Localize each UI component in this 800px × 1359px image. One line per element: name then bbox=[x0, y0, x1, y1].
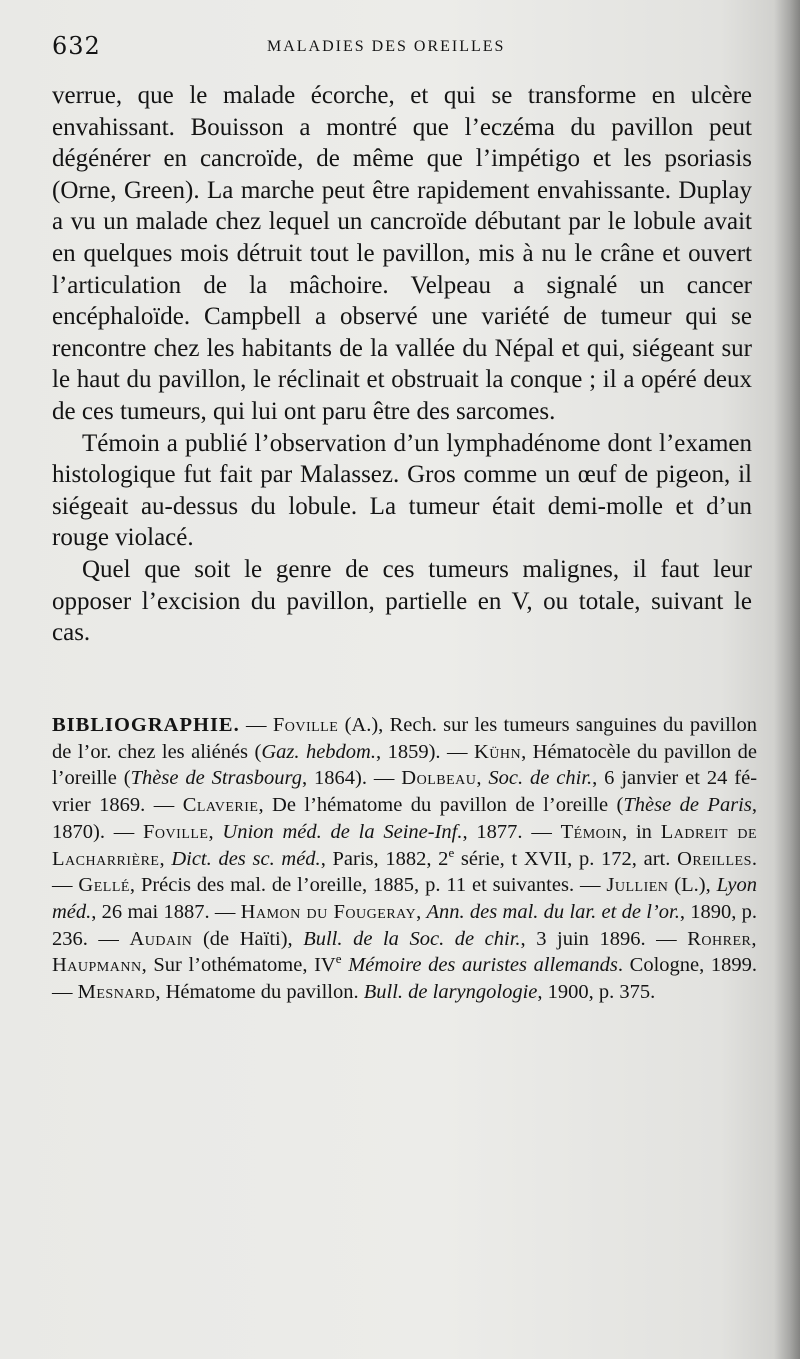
bibliography-heading: BIBLIOGRAPHIE. bbox=[52, 714, 240, 736]
citation-text: série, t XVII, p. 172, art. bbox=[454, 847, 678, 870]
citation-text: , 1870). — bbox=[52, 794, 757, 843]
paragraph: Quel que soit le genre de ces tumeurs malignes, il faut leur opposer l’excision du pavillon, partielle en V, ou totale, suivant le cas. bbox=[52, 555, 752, 647]
author-name: Oreilles bbox=[677, 847, 752, 870]
bibliography-text bbox=[52, 712, 757, 1006]
author-name: Gellé bbox=[78, 874, 130, 897]
publication-title: Dict. des sc. méd. bbox=[171, 847, 321, 870]
citation-text: , 1890, p. 236. — bbox=[52, 900, 758, 950]
paragraph: Témoin a publié l’observation d’un lymphadénome dont l’examen histologique fut fait par Malassez. Gros comme un œuf de pigeon, il siégeait au-dessus du lobule. La tumeur était demi-molle et d’un rouge violacé. bbox=[52, 429, 752, 552]
citation-text: , 6 janvier et 24 février 1869. — bbox=[52, 767, 758, 817]
citation-text: , 3 juin 1896. — bbox=[520, 927, 688, 950]
citation-text: , 1864). — bbox=[301, 767, 402, 790]
author-name: Jullien bbox=[606, 874, 669, 897]
publication-title: Bull. de la Soc. de chir. bbox=[303, 927, 521, 950]
citation-text: , 1877. — bbox=[462, 820, 561, 843]
author-name: Claverie bbox=[182, 794, 259, 817]
author-name: Hamon du Fougeray bbox=[240, 900, 417, 923]
publication-title: Thèse de Strasbourg bbox=[130, 767, 302, 790]
citation-text: , 1900, p. 375. bbox=[537, 981, 656, 1004]
page-edge-shadow bbox=[774, 0, 800, 1359]
publication-title: Thèse de Paris bbox=[623, 794, 752, 817]
paragraph: verrue, que le malade écorche, et qui se transforme en ulcère envahissant. Bouisson a montré que l’eczéma du pavillon peut dégénérer en cancroïde, de même que l’impétigo et les psoriasis (Orne, Green). La marche peut être rapidement envahissante. Duplay a vu un malade chez lequel un cancroïde débutant par le lobule avait en quelques mois détruit tout le pavillon, mis à nu le crâne et ouvert l’articulation de la mâchoire. Velpeau a signalé un cancer encéphaloïde. Campbell a observé une variété de tumeur qui se rencontre chez les habitants de la vallée du Népal et qui, siégeant sur le haut du pavillon, le réclinait et obstruait la conque ; il a opéré deux de ces tumeurs, qui lui ont paru être des sarcomes. bbox=[52, 82, 752, 425]
author-name: Ladreit de Lacharrière bbox=[52, 820, 758, 870]
publication-title: Bull. de laryngologie bbox=[363, 981, 538, 1004]
citation-text: , Hématocèle du pavillon de l’oreille ( bbox=[52, 740, 757, 790]
bibliography bbox=[52, 712, 757, 1006]
author-name: Foville bbox=[143, 820, 209, 843]
page-number: 632 bbox=[52, 32, 101, 60]
citation-text: , bbox=[208, 820, 223, 843]
citation-text: , 26 mai 1887. — bbox=[91, 900, 241, 923]
citation-text: , De l’hématome du pavillon de l’oreille ( bbox=[258, 794, 624, 817]
citation-text: , Sur l’othématome, IV bbox=[141, 954, 336, 977]
citation-text: (A.), Rech. sur les tumeurs sanguines du pavillon de l’or. chez les aliénés ( bbox=[52, 714, 758, 763]
author-name: Témoin bbox=[560, 820, 623, 843]
publication-title: Gaz. hebdom. bbox=[261, 740, 376, 763]
main-text bbox=[52, 80, 752, 649]
citation-text: , Précis des mal. de l’oreille, 1885, p. 11 et suivantes. — bbox=[129, 874, 607, 897]
citation-text: (L.), bbox=[668, 874, 717, 897]
citation-text: , 1859). — bbox=[375, 740, 474, 763]
running-head: MALADIES DES OREILLES bbox=[267, 38, 506, 55]
citation-text: , Hématome du pavillon. bbox=[155, 981, 364, 1004]
author-name: Audain bbox=[129, 927, 193, 950]
publication-title: Mémoire des auristes allemands bbox=[348, 954, 618, 977]
citation-text: e bbox=[335, 951, 342, 967]
page-header bbox=[52, 28, 752, 68]
author-name: Rohrer, Haupmann bbox=[52, 927, 757, 977]
citation-text: , bbox=[159, 847, 172, 870]
publication-title: Lyon méd. bbox=[52, 874, 758, 923]
citation-text: , in bbox=[622, 820, 661, 843]
author-name: Dolbeau bbox=[401, 767, 477, 790]
citation-text: . — bbox=[52, 847, 758, 897]
citation-text: e bbox=[448, 844, 455, 860]
citation-text: (de Haïti), bbox=[192, 927, 304, 950]
citation-text: — bbox=[239, 714, 273, 736]
publication-title: Soc. de chir. bbox=[488, 767, 593, 790]
citation-text: , bbox=[476, 767, 489, 790]
author-name: Foville bbox=[272, 714, 339, 736]
citation-text: , bbox=[416, 900, 427, 923]
publication-title: Ann. des mal. du lar. et de l’or. bbox=[426, 900, 680, 923]
citation-text: . Cologne, 1899. — bbox=[52, 954, 758, 1004]
publication-title: Union méd. de la Seine-Inf. bbox=[222, 820, 463, 843]
author-name: Kühn bbox=[473, 740, 522, 763]
author-name: Mesnard bbox=[77, 981, 156, 1004]
citation-text: , Paris, 1882, 2 bbox=[320, 847, 449, 870]
